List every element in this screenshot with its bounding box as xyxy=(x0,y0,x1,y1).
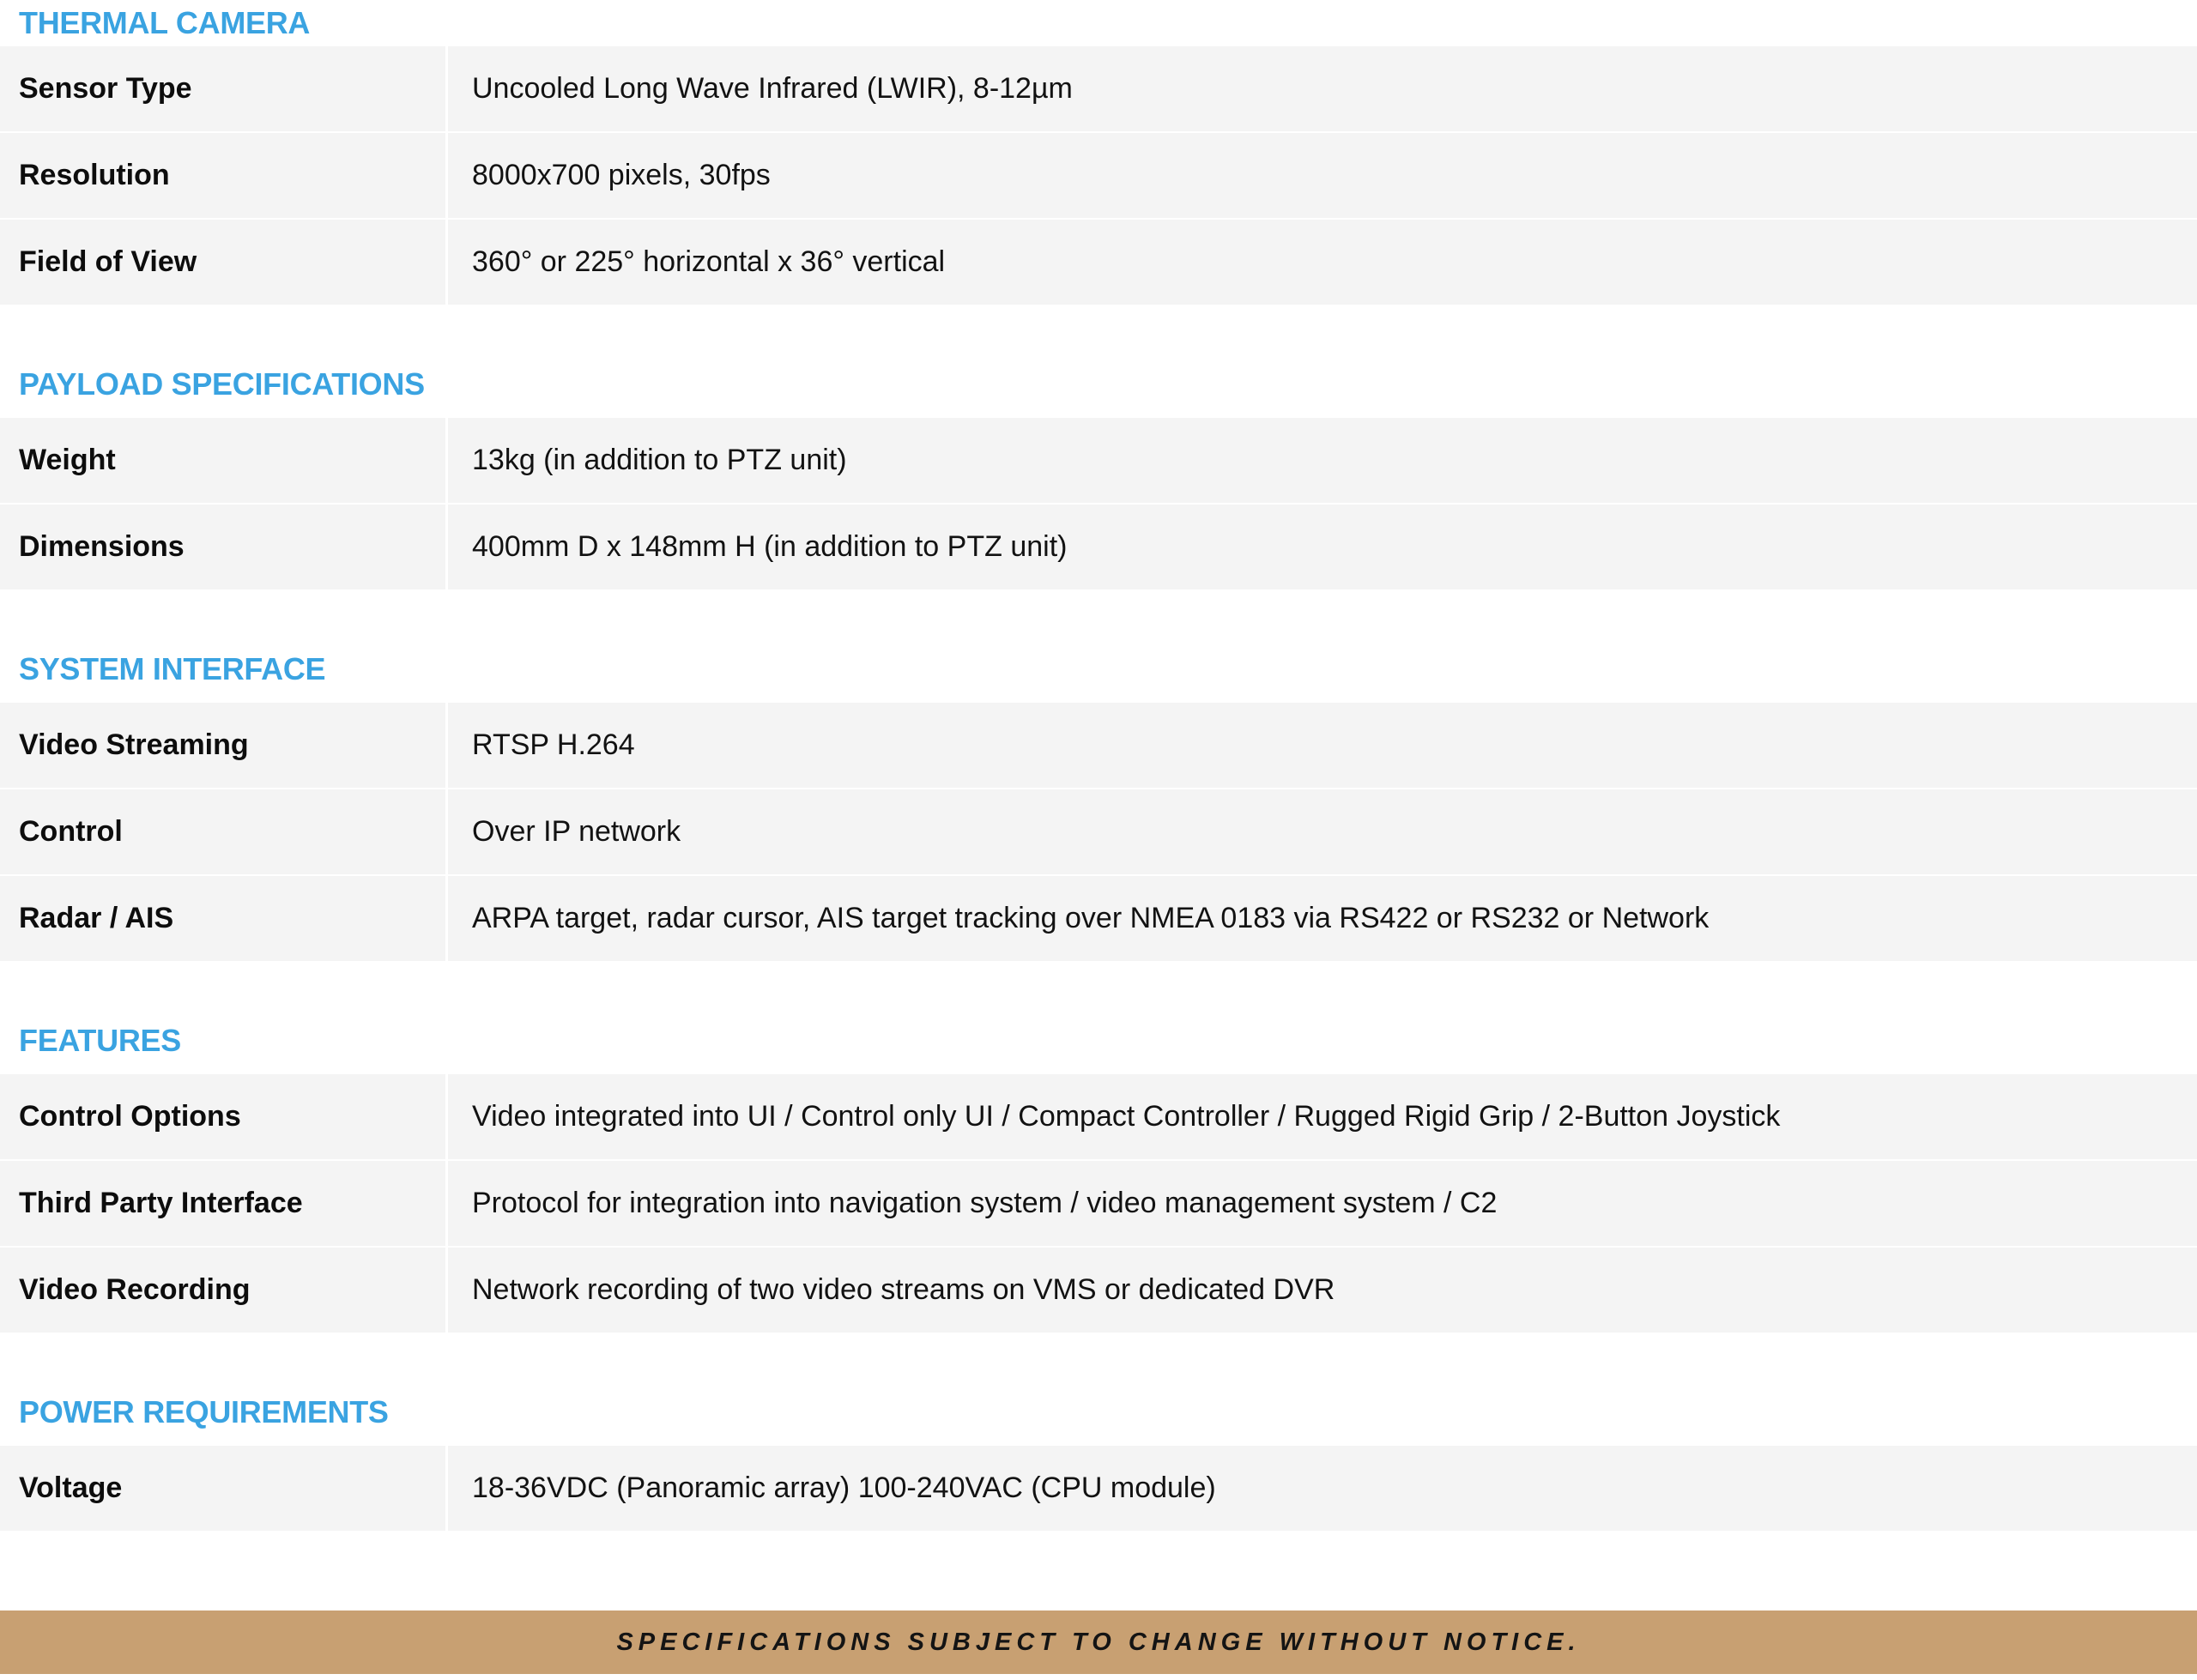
spec-label: Third Party Interface xyxy=(0,1161,448,1246)
spec-label: Field of View xyxy=(0,220,448,305)
footer-notice-text: SPECIFICATIONS SUBJECT TO CHANGE WITHOUT NOTICE. xyxy=(616,1628,1581,1656)
spec-row-field-of-view xyxy=(0,220,2197,306)
section-gap xyxy=(0,963,2197,1007)
spec-label: Control xyxy=(0,789,448,874)
spec-value: 360° or 225° horizontal x 36° vertical xyxy=(472,245,946,278)
spec-value: Uncooled Long Wave Infrared (LWIR), 8-12µm xyxy=(472,72,1073,105)
spec-value: ARPA target, radar cursor, AIS target tracking over NMEA 0183 via RS422 or RS232 or Network xyxy=(472,902,1710,934)
spec-value: 400mm D x 148mm H (in addition to PTZ unit) xyxy=(472,530,1068,563)
section-gap xyxy=(0,1334,2197,1379)
spec-label: Video Recording xyxy=(0,1248,448,1333)
spec-label: Voltage xyxy=(0,1446,448,1531)
section-gap xyxy=(0,306,2197,351)
spec-row-sensor-type xyxy=(0,46,2197,133)
spec-label: Weight xyxy=(0,418,448,503)
spec-label: Resolution xyxy=(0,133,448,218)
spec-value: 13kg (in addition to PTZ unit) xyxy=(472,444,847,476)
spec-row-voltage xyxy=(0,1446,2197,1532)
spec-value: Protocol for integration into navigation system / video management system / C2 xyxy=(472,1187,1498,1219)
spec-value: Over IP network xyxy=(472,815,681,848)
section-gap xyxy=(0,591,2197,636)
section-title-system-interface: SYSTEM INTERFACE xyxy=(19,651,326,686)
section-title-thermal-camera: THERMAL CAMERA xyxy=(19,5,311,40)
spec-value: 8000x700 pixels, 30fps xyxy=(472,159,771,191)
spec-row-video-streaming xyxy=(0,703,2197,789)
spec-row-radar-ais xyxy=(0,876,2197,963)
spec-label: Dimensions xyxy=(0,505,448,589)
spec-label: Video Streaming xyxy=(0,703,448,788)
spec-value: Network recording of two video streams on VMS or dedicated DVR xyxy=(472,1273,1335,1306)
spec-row-resolution xyxy=(0,133,2197,220)
spec-label: Radar / AIS xyxy=(0,876,448,961)
spec-row-control xyxy=(0,789,2197,876)
spec-label: Sensor Type xyxy=(0,46,448,131)
spec-row-third-party-interface xyxy=(0,1161,2197,1248)
spec-value: RTSP H.264 xyxy=(472,728,635,761)
spec-value: 18-36VDC (Panoramic array) 100-240VAC (CPU module) xyxy=(472,1472,1216,1504)
spec-label: Control Options xyxy=(0,1074,448,1159)
spec-value: Video integrated into UI / Control only UI / Compact Controller / Rugged Rigid Grip / 2-Button Joystick xyxy=(472,1100,1781,1133)
spec-row-dimensions xyxy=(0,505,2197,591)
footer-notice-bar xyxy=(0,1611,2197,1674)
section-title-payload-specifications: PAYLOAD SPECIFICATIONS xyxy=(19,366,425,402)
spec-row-control-options xyxy=(0,1074,2197,1161)
section-title-power-requirements: POWER REQUIREMENTS xyxy=(19,1394,389,1429)
spec-row-video-recording xyxy=(0,1248,2197,1334)
spec-row-weight xyxy=(0,418,2197,505)
section-title-features: FEATURES xyxy=(19,1023,181,1058)
